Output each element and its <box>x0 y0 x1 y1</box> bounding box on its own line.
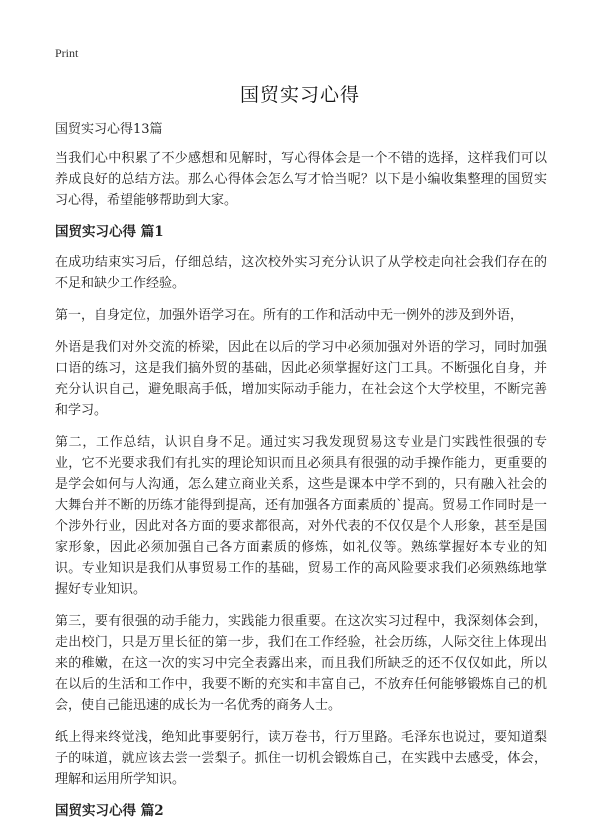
section-1-paragraph-4: 第二，工作总结，认识自身不足。通过实习我发现贸易这专业是门实践性很强的专业，它不光要求我们有扎实的理论知识而且必须具有很强的动手操作能力，更重要的是学会如何与人沟通，怎么建立商业关系，这些是课本中学不到的，只有融入社会的大舞台并不断的历练才能得到提高，还有加强各方面素质的`提高。贸易工作同时是一个涉外行业，因此对各方面的要求都很高，对外代表的不仅仅是个人形象，甚至是国家形象，因此必须加强自己各方面素质的修炼，如礼仪等。熟练掌握好本专业的知识。专业知识是我们从事贸易工作的基础，贸易工作的高风险要求我们必须熟练地掌握好专业知识。 <box>55 435 547 597</box>
print-link[interactable]: Print <box>55 46 79 60</box>
page-title: 国贸实习心得 <box>239 84 360 106</box>
section-1-paragraph-1: 在成功结束实习后，仔细总结，这次校外实习充分认识了从学校走向社会我们存在的不足和缺少工作经验。 <box>55 255 547 291</box>
article-subtitle: 国贸实习心得13篇 <box>55 122 163 137</box>
section-heading-1: 国贸实习心得 篇1 <box>55 224 164 240</box>
article-body <box>55 120 547 831</box>
section-1-paragraph-3: 外语是我们对外交流的桥梁，因此在以后的学习中必须加强对外语的学习，同时加强口语的练习，这是我们搞外贸的基础，因此必须掌握好这门工具。不断强化自身，并充分认识自己，避免眼高手低，增加实际动手能力，在社会这个大学校里，不断完善和学习。 <box>55 340 547 418</box>
section-1-paragraph-6: 纸上得来终觉浅，绝知此事要躬行，读万卷书，行万里路。毛泽东也说过，要知道梨子的味道，就应该去尝一尝梨子。抓住一切机会锻炼自己，在实践中去感受，体会，理解和运用所学知识。 <box>55 730 547 787</box>
intro-paragraph: 当我们心中积累了不少感想和见解时，写心得体会是一个不错的选择，这样我们可以养成良好的总结方法。那么心得体会怎么写才恰当呢？以下是小编收集整理的国贸实习心得，希望能够帮助到大家。 <box>55 151 547 208</box>
section-1-paragraph-5: 第三，要有很强的动手能力，实践能力很重要。在这次实习过程中，我深刻体会到，走出校门，只是万里长征的第一步，我们在工作经验，社会历练，人际交往上体现出来的稚嫩，在这一次的实习中完全表露出来，而且我们所缺乏的还不仅仅如此，所以在以后的生活和工作中，我要不断的充实和丰富自己，不放弃任何能够锻炼自己的机会，使自己能迅速的成长为一名优秀的商务人士。 <box>55 614 547 713</box>
section-1-paragraph-2: 第一，自身定位，加强外语学习在。所有的工作和活动中无一例外的涉及到外语， <box>55 308 524 323</box>
section-heading-2: 国贸实习心得 篇2 <box>55 803 164 819</box>
